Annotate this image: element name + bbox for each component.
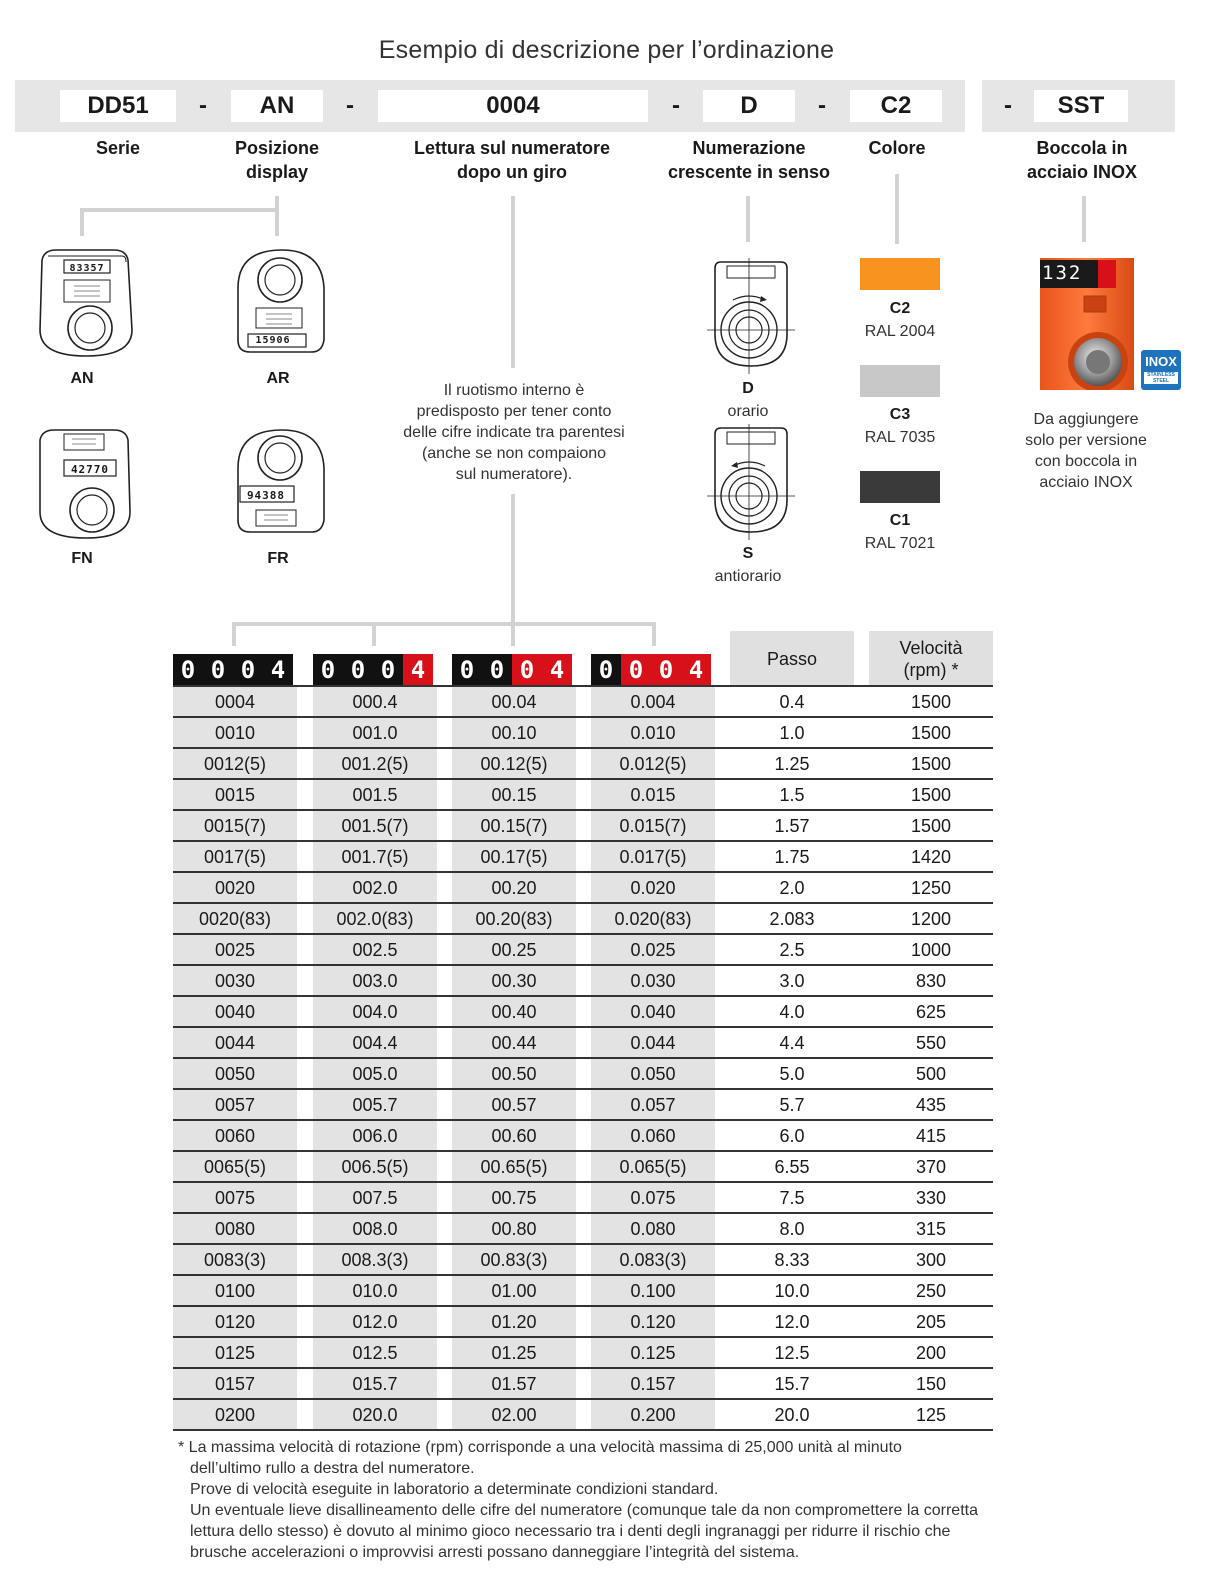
- device-fn-display: 42770: [70, 463, 110, 476]
- table-cell: 00.83(3): [452, 1245, 576, 1274]
- table-row: [173, 1183, 993, 1214]
- table-cell: 1.57: [774, 816, 810, 836]
- table-cell: 1500: [910, 816, 952, 836]
- table-cell: 01.57: [452, 1369, 576, 1398]
- table-row: [173, 1152, 993, 1183]
- connector-line: [652, 622, 656, 646]
- table-cell: 00.15: [452, 780, 576, 809]
- table-row: [173, 1090, 993, 1121]
- table-cell: 004.0: [313, 997, 437, 1026]
- table-cell: 4.0: [779, 1002, 805, 1022]
- table-cell: 01.25: [452, 1338, 576, 1367]
- table-row: [173, 1028, 993, 1059]
- table-cell: 1500: [910, 692, 952, 712]
- table-cell: 00.20(83): [452, 904, 576, 933]
- table-cell: 435: [915, 1095, 947, 1115]
- direction-counterclockwise-icon: [703, 424, 799, 540]
- page-title: Esempio di descrizione per l’ordinazione: [378, 36, 835, 64]
- label-series: Serie: [95, 138, 141, 158]
- table-cell: 003.0: [313, 966, 437, 995]
- table-cell: 0020: [173, 873, 297, 902]
- code-dash: -: [1004, 92, 1012, 119]
- table-cell: 00.60: [452, 1121, 576, 1150]
- table-cell: 0.120: [591, 1307, 715, 1336]
- connector-line: [511, 494, 515, 626]
- table-cell: 0.015: [591, 780, 715, 809]
- table-cell: 370: [915, 1157, 947, 1177]
- table-cell: 0.050: [591, 1059, 715, 1088]
- color-c1-code: C1: [889, 512, 911, 529]
- table-cell: 0004: [173, 687, 297, 716]
- table-cell: 5.0: [779, 1064, 805, 1084]
- table-cell: 0015(7): [173, 811, 297, 840]
- table-row: [173, 1400, 993, 1431]
- table-cell: 2.083: [769, 909, 815, 929]
- table-cell: 01.20: [452, 1307, 576, 1336]
- code-color: C2: [850, 90, 942, 122]
- table-cell: 015.7: [313, 1369, 437, 1398]
- table-cell: 006.5(5): [313, 1152, 437, 1181]
- code-dash: -: [346, 92, 354, 119]
- table-cell: 01.00: [452, 1276, 576, 1305]
- table-cell: 0050: [173, 1059, 297, 1088]
- table-cell: 0.075: [591, 1183, 715, 1212]
- table-cell: 001.7(5): [313, 842, 437, 871]
- table-row: [173, 1245, 993, 1276]
- table-cell: 00.65(5): [452, 1152, 576, 1181]
- table-cell: 001.5(7): [313, 811, 437, 840]
- table-cell: 0.015(7): [591, 811, 715, 840]
- table-row: [173, 1338, 993, 1369]
- inox-badge: INOX STAINLESS STEEL: [1141, 350, 1181, 390]
- table-row: [173, 842, 993, 873]
- table-row: [173, 997, 993, 1028]
- table-cell: 001.0: [313, 718, 437, 747]
- position-fn-label: FN: [71, 550, 93, 567]
- table-cell: 0044: [173, 1028, 297, 1057]
- table-cell: 5.7: [779, 1095, 805, 1115]
- table-cell: 12.5: [774, 1343, 810, 1363]
- table-cell: 00.15(7): [452, 811, 576, 840]
- table-cell: 0.017(5): [591, 842, 715, 871]
- table-cell: 150: [915, 1374, 947, 1394]
- table-cell: 0030: [173, 966, 297, 995]
- table-row: [173, 1214, 993, 1245]
- table-cell: 00.30: [452, 966, 576, 995]
- table-cell: 1200: [910, 909, 952, 929]
- code-dash: -: [672, 92, 680, 119]
- connector-line: [232, 622, 236, 646]
- table-cell: 300: [915, 1250, 947, 1270]
- color-c2-ral: RAL 2004: [864, 323, 936, 340]
- connector-line: [511, 196, 515, 368]
- table-cell: 125: [915, 1405, 947, 1425]
- table-cell: 1.25: [774, 754, 810, 774]
- footnote: * La massima velocità di rotazione (rpm) corrisponde a una velocità massima di 25,000 unità al minuto dell’ultimo rullo a destra del numeratore. Prove di velocità eseguite in laboratorio a determinate condizioni standard. Un eventuale lieve disallineamento delle cifre del numeratore (comunque tale da non compromettere la corretta lettura dello stesso) è dovuto al minimo gioco necessario tra i denti degli ingranaggi per ridurre il rischio che brusche accelerazioni o improvvisi arresti possano danneggiare l’integrità del sistema.: [178, 1439, 978, 1561]
- table-cell: 0.004: [591, 687, 715, 716]
- table-cell: 020.0: [313, 1400, 437, 1429]
- table-cell: 0.157: [591, 1369, 715, 1398]
- direction-d-name: orario: [727, 403, 769, 420]
- table-cell: 00.20: [452, 873, 576, 902]
- table-cell: 830: [915, 971, 947, 991]
- table-cell: 1.0: [779, 723, 805, 743]
- table-row: [173, 687, 993, 718]
- table-cell: 0.065(5): [591, 1152, 715, 1181]
- table-cell: 0060: [173, 1121, 297, 1150]
- table-cell: 002.0: [313, 873, 437, 902]
- table-cell: 001.2(5): [313, 749, 437, 778]
- table-cell: 001.5: [313, 780, 437, 809]
- table-cell: 00.80: [452, 1214, 576, 1243]
- code-dash: -: [199, 92, 207, 119]
- direction-s-label: S: [742, 545, 754, 562]
- table-cell: 0120: [173, 1307, 297, 1336]
- table-row: [173, 1369, 993, 1400]
- table-cell: 1.75: [774, 847, 810, 867]
- table-cell: 2.5: [779, 940, 805, 960]
- connector-line: [895, 174, 899, 244]
- inox-note: Da aggiungere solo per versione con boccola in acciaio INOX: [1025, 411, 1147, 491]
- table-cell: 00.40: [452, 997, 576, 1026]
- table-row: [173, 1059, 993, 1090]
- digit-header-1dec: 0 0 0 4: [313, 654, 433, 686]
- device-ar-display: 15906: [255, 335, 291, 346]
- inox-display: 132: [1042, 262, 1083, 284]
- table-cell: 012.0: [313, 1307, 437, 1336]
- table-row: [173, 1121, 993, 1152]
- table-cell: 012.5: [313, 1338, 437, 1367]
- label-direction: Numerazione crescente in senso: [667, 138, 831, 182]
- table-cell: 008.0: [313, 1214, 437, 1243]
- table-cell: 0083(3): [173, 1245, 297, 1274]
- table-cell: 6.55: [774, 1157, 810, 1177]
- code-bushing: SST: [1034, 90, 1128, 122]
- position-ar-label: AR: [266, 370, 290, 387]
- color-c3-code: C3: [889, 406, 911, 423]
- table-cell: 006.0: [313, 1121, 437, 1150]
- connector-line: [275, 196, 279, 236]
- table-cell: 002.5: [313, 935, 437, 964]
- table-row: [173, 780, 993, 811]
- table-cell: 0.025: [591, 935, 715, 964]
- table-cell: 315: [915, 1219, 947, 1239]
- table-cell: 0.012(5): [591, 749, 715, 778]
- color-swatch-c3: [860, 365, 940, 397]
- table-cell: 625: [915, 1002, 947, 1022]
- table-cell: 02.00: [452, 1400, 576, 1429]
- table-row: [173, 873, 993, 904]
- table-cell: 00.57: [452, 1090, 576, 1119]
- table-cell: 00.04: [452, 687, 576, 716]
- table-row: [173, 904, 993, 935]
- label-bushing: Boccola in acciaio INOX: [1026, 138, 1138, 182]
- table-row: [173, 718, 993, 749]
- table-cell: 12.0: [774, 1312, 810, 1332]
- connector-line: [372, 622, 376, 646]
- connector-line: [511, 622, 515, 646]
- table-cell: 00.50: [452, 1059, 576, 1088]
- table-cell: 20.0: [774, 1405, 810, 1425]
- table-cell: 0080: [173, 1214, 297, 1243]
- table-row: [173, 749, 993, 780]
- table-cell: 0.080: [591, 1214, 715, 1243]
- table-cell: 0017(5): [173, 842, 297, 871]
- color-c1-ral: RAL 7021: [864, 535, 936, 552]
- code-dash: -: [818, 92, 826, 119]
- table-cell: 005.7: [313, 1090, 437, 1119]
- table-cell: 10.0: [774, 1281, 810, 1301]
- table-cell: 00.10: [452, 718, 576, 747]
- code-series: DD51: [60, 90, 176, 122]
- table-row: [173, 811, 993, 842]
- color-c3-ral: RAL 7035: [864, 429, 936, 446]
- table-cell: 0.044: [591, 1028, 715, 1057]
- table-cell: 0157: [173, 1369, 297, 1398]
- table-cell: 1420: [910, 847, 952, 867]
- table-cell: 550: [915, 1033, 947, 1053]
- table-cell: 0.200: [591, 1400, 715, 1429]
- table-cell: 1250: [910, 878, 952, 898]
- label-position: Posizione display: [234, 138, 319, 182]
- code-position: AN: [231, 90, 323, 122]
- table-cell: 0100: [173, 1276, 297, 1305]
- table-cell: 0.083(3): [591, 1245, 715, 1274]
- table-cell: 000.4: [313, 687, 437, 716]
- table-cell: 0.100: [591, 1276, 715, 1305]
- table-cell: 00.17(5): [452, 842, 576, 871]
- position-an-label: AN: [70, 370, 94, 387]
- table-cell: 010.0: [313, 1276, 437, 1305]
- table-cell: 330: [915, 1188, 947, 1208]
- code-reading: 0004: [378, 90, 648, 122]
- table-cell: 0200: [173, 1400, 297, 1429]
- table-cell: 2.0: [779, 878, 805, 898]
- table-cell: 1000: [910, 940, 952, 960]
- code-direction: D: [703, 90, 795, 122]
- label-reading: Lettura sul numeratore dopo un giro: [413, 138, 611, 182]
- table-cell: 00.44: [452, 1028, 576, 1057]
- table-cell: 4.4: [779, 1033, 805, 1053]
- table-cell: 0057: [173, 1090, 297, 1119]
- table-cell: 1500: [910, 723, 952, 743]
- table-cell: 250: [915, 1281, 947, 1301]
- table-cell: 500: [915, 1064, 947, 1084]
- label-color: Colore: [868, 138, 926, 158]
- table-cell: 3.0: [779, 971, 805, 991]
- digit-header-2dec: 0 0 0 4: [452, 654, 572, 686]
- table-cell: 8.33: [774, 1250, 810, 1270]
- table-cell: 0.057: [591, 1090, 715, 1119]
- device-fr-display: 94388: [246, 489, 286, 502]
- table-cell: 0.040: [591, 997, 715, 1026]
- table-cell: 0012(5): [173, 749, 297, 778]
- table-row: [173, 935, 993, 966]
- table-cell: 0015: [173, 780, 297, 809]
- digit-header-integer: 0 0 0 4: [173, 654, 293, 686]
- table-cell: 0.125: [591, 1338, 715, 1367]
- connector-line: [80, 208, 279, 212]
- table-cell: 1500: [910, 754, 952, 774]
- table-cell: 008.3(3): [313, 1245, 437, 1274]
- table-cell: 0020(83): [173, 904, 297, 933]
- table-cell: 0010: [173, 718, 297, 747]
- table-cell: 0040: [173, 997, 297, 1026]
- device-an-display: 83357: [69, 263, 105, 274]
- table-cell: 004.4: [313, 1028, 437, 1057]
- position-fr-label: FR: [267, 550, 289, 567]
- table-row: [173, 1276, 993, 1307]
- direction-d-label: D: [742, 380, 754, 397]
- table-cell: 0025: [173, 935, 297, 964]
- color-swatch-c2: [860, 258, 940, 290]
- table-cell: 205: [915, 1312, 947, 1332]
- table-cell: 6.0: [779, 1126, 805, 1146]
- table-row: [173, 1307, 993, 1338]
- table-cell: 0.030: [591, 966, 715, 995]
- table-cell: 415: [915, 1126, 947, 1146]
- table-cell: 0.020: [591, 873, 715, 902]
- table-cell: 005.0: [313, 1059, 437, 1088]
- table-cell: 00.25: [452, 935, 576, 964]
- color-swatch-c1: [860, 471, 940, 503]
- table-cell: 0125: [173, 1338, 297, 1367]
- row-rule: [173, 1429, 993, 1431]
- color-c2-code: C2: [889, 300, 911, 317]
- header-velocita: Velocità (rpm) *: [869, 631, 993, 687]
- direction-clockwise-icon: [703, 258, 799, 374]
- table-cell: 1500: [910, 785, 952, 805]
- connector-line: [1082, 196, 1086, 242]
- table-cell: 15.7: [774, 1374, 810, 1394]
- table-cell: 00.75: [452, 1183, 576, 1212]
- device-fr-icon: [230, 428, 330, 538]
- gear-note: Il ruotismo interno è predisposto per tener conto delle cifre indicate tra parentesi (anche se non compaiono sul numeratore).: [403, 382, 625, 483]
- table-cell: 200: [915, 1343, 947, 1363]
- table-cell: 0065(5): [173, 1152, 297, 1181]
- header-passo: Passo: [730, 631, 854, 687]
- connector-line: [746, 196, 750, 242]
- connector-line: [232, 622, 656, 626]
- table-cell: 0.060: [591, 1121, 715, 1150]
- device-fn-icon: [34, 428, 134, 540]
- table-cell: 00.12(5): [452, 749, 576, 778]
- table-cell: 0.020(83): [591, 904, 715, 933]
- table-cell: 0.010: [591, 718, 715, 747]
- table-cell: 1.5: [779, 785, 805, 805]
- table-cell: 8.0: [779, 1219, 805, 1239]
- table-row: [173, 966, 993, 997]
- table-cell: 002.0(83): [313, 904, 437, 933]
- table-cell: 0075: [173, 1183, 297, 1212]
- table-cell: 7.5: [779, 1188, 805, 1208]
- direction-s-name: antiorario: [714, 568, 782, 585]
- table-cell: 007.5: [313, 1183, 437, 1212]
- connector-line: [80, 208, 84, 236]
- table-cell: 0.4: [779, 692, 805, 712]
- digit-header-3dec: 0 0 0 4: [591, 654, 711, 686]
